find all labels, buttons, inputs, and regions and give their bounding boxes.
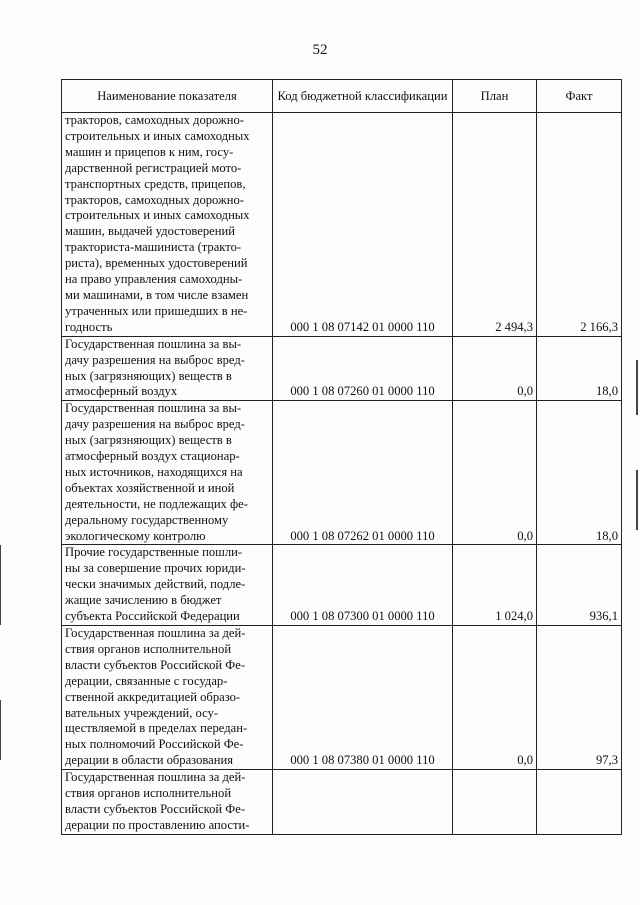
header-fact: Факт: [537, 80, 622, 113]
indicator-name-line: ных (загрязняющих) веществ в: [65, 368, 232, 383]
indicator-name-cell: [62, 113, 273, 337]
budget-code-cell: 000 1 08 07380 01 0000 110: [273, 626, 453, 770]
plan-value-cell: [453, 770, 537, 835]
indicator-name-line: машин и прицепов к ним, госу-: [65, 144, 234, 159]
plan-value-cell: 1 024,0: [453, 545, 537, 626]
fact-value-cell: 18,0: [537, 336, 622, 401]
table-header-row: [62, 80, 622, 113]
indicator-name-line: дарственной регистрацией мото-: [65, 160, 242, 175]
fact-value-cell: [537, 770, 622, 835]
indicator-name-line: субъекта Российской Федерации: [65, 609, 240, 624]
budget-code-cell: [273, 770, 453, 835]
indicator-name-cell: [62, 401, 273, 545]
table-row: [62, 626, 622, 770]
indicator-name-line: объектах хозяйственной и иной: [65, 480, 235, 495]
indicator-name-line: власти субъектов Российской Фе-: [65, 801, 246, 816]
budget-code-cell: 000 1 08 07300 01 0000 110: [273, 545, 453, 626]
plan-value-cell: 0,0: [453, 401, 537, 545]
scan-edge-mark: [0, 700, 1, 760]
indicator-name-line: Прочие государственные пошли-: [65, 545, 243, 560]
plan-value-cell: 2 494,3: [453, 113, 537, 337]
fact-value-cell: 18,0: [537, 401, 622, 545]
indicator-name-cell: [62, 336, 273, 401]
budget-code-cell: 000 1 08 07142 01 0000 110: [273, 113, 453, 337]
indicator-name-line: ных источников, находящихся на: [65, 464, 243, 479]
indicator-name-line: дерации, связанные с государ-: [65, 673, 228, 688]
page-number: 52: [312, 42, 328, 58]
budget-table: [61, 79, 622, 835]
plan-value-cell: 0,0: [453, 336, 537, 401]
indicator-name-line: годность: [65, 319, 113, 334]
indicator-name-line: ствия органов исполнительной: [65, 641, 232, 656]
indicator-name-line: риста), временных удостоверений: [65, 256, 248, 271]
indicator-name-line: атмосферный воздух: [65, 384, 178, 399]
indicator-name-line: тракториста-машиниста (тракто-: [65, 240, 242, 255]
table-row: [62, 113, 622, 337]
indicator-name-line: Государственная пошлина за вы-: [65, 401, 242, 416]
indicator-name-line: атмосферный воздух стационар-: [65, 449, 240, 464]
indicator-name-line: тракторов, самоходных дорожно-: [65, 192, 244, 207]
indicator-name-cell: [62, 770, 273, 835]
indicator-name-line: экологическому контролю: [65, 528, 206, 543]
indicator-name-line: дачу разрешения на выброс вред-: [65, 417, 245, 432]
indicator-name-line: ны за совершение прочих юриди-: [65, 561, 246, 576]
table-row: [62, 336, 622, 401]
indicator-name-line: на право управления самоходны-: [65, 272, 243, 287]
indicator-name-line: ществляемой в пределах передан-: [65, 721, 248, 736]
indicator-name-line: дерации в области образования: [65, 753, 234, 768]
header-name: Наименование показателя: [62, 80, 273, 113]
scan-edge-mark: [0, 545, 1, 625]
budget-code-cell: 000 1 08 07260 01 0000 110: [273, 336, 453, 401]
indicator-name-line: тракторов, самоходных дорожно-: [65, 113, 244, 127]
indicator-name-line: строительных и иных самоходных: [65, 208, 250, 223]
plan-value-cell: 0,0: [453, 626, 537, 770]
indicator-name-line: Государственная пошлина за дей-: [65, 626, 246, 640]
indicator-name-line: ственной аккредитацией образо-: [65, 689, 241, 704]
indicator-name-cell: [62, 545, 273, 626]
indicator-name-line: деральному государственному: [65, 512, 229, 527]
indicator-name-line: вательных учреждений, осу-: [65, 705, 219, 720]
table-row: [62, 545, 622, 626]
indicator-name-cell: [62, 626, 273, 770]
indicator-name-line: дачу разрешения на выброс вред-: [65, 352, 245, 367]
fact-value-cell: 936,1: [537, 545, 622, 626]
indicator-name-line: ствия органов исполнительной: [65, 786, 232, 801]
indicator-name-line: Государственная пошлина за вы-: [65, 336, 242, 351]
header-code: Код бюджетной классификации: [273, 80, 453, 113]
indicator-name-line: дерации по проставлению апости-: [65, 817, 250, 832]
indicator-name-line: ных полномочий Российской Фе-: [65, 737, 244, 752]
fact-value-cell: 97,3: [537, 626, 622, 770]
indicator-name-line: жащие зачислению в бюджет: [65, 593, 222, 608]
header-plan: План: [453, 80, 537, 113]
indicator-name-line: Государственная пошлина за дей-: [65, 770, 246, 785]
indicator-name-line: власти субъектов Российской Фе-: [65, 657, 246, 672]
table-row: [62, 401, 622, 545]
scan-edge-mark: [636, 360, 638, 415]
indicator-name-line: ных (загрязняющих) веществ в: [65, 433, 232, 448]
indicator-name-line: утраченных или пришедших в не-: [65, 303, 248, 318]
fact-value-cell: 2 166,3: [537, 113, 622, 337]
budget-code-cell: 000 1 08 07262 01 0000 110: [273, 401, 453, 545]
indicator-name-line: машин, выдачей удостоверений: [65, 224, 235, 239]
indicator-name-line: транспортных средств, прицепов,: [65, 176, 246, 191]
scan-edge-mark: [636, 470, 638, 530]
indicator-name-line: деятельности, не подлежащих фе-: [65, 496, 248, 511]
indicator-name-line: строительных и иных самоходных: [65, 128, 250, 143]
indicator-name-line: чески значимых действий, подле-: [65, 577, 246, 592]
indicator-name-line: ми машинами, в том числе взамен: [65, 287, 249, 302]
table-row: [62, 770, 622, 835]
